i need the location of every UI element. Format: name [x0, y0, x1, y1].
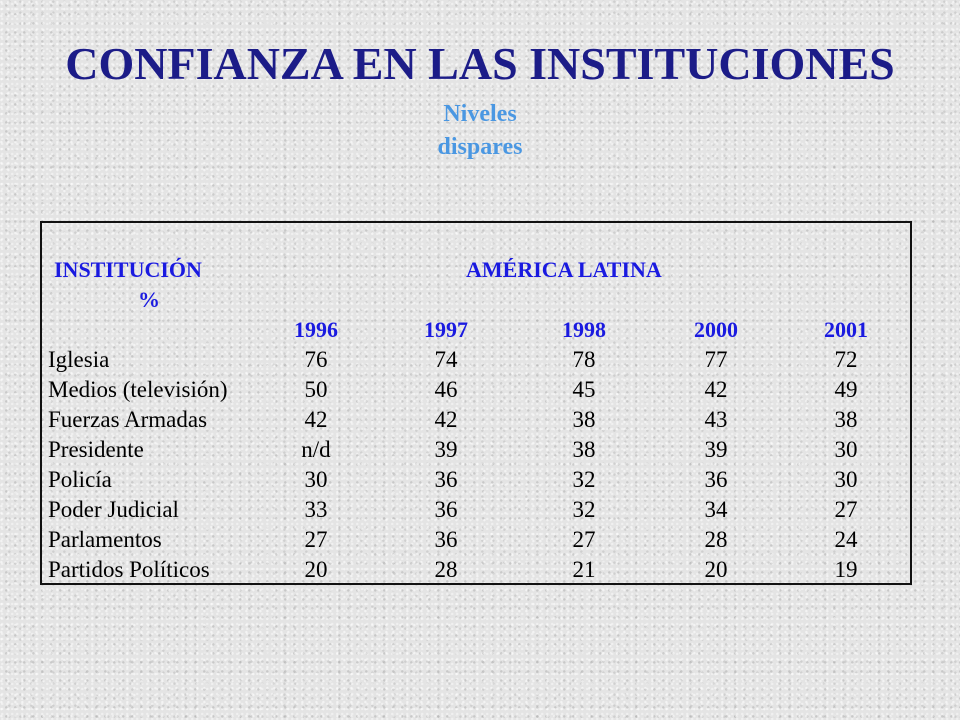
table-cell: 32 — [572, 467, 596, 492]
table-cell: 45 — [572, 377, 596, 402]
table-cell: 20 — [704, 557, 728, 582]
table-cell: 50 — [304, 377, 328, 402]
table-cell: 43 — [704, 407, 728, 432]
row-label-partidos-politicos: Partidos Políticos — [48, 557, 210, 582]
table-cell: 33 — [304, 497, 328, 522]
table-cell: 36 — [434, 497, 458, 522]
slide-title: CONFIANZA EN LAS INSTITUCIONES — [65, 38, 895, 89]
subtitle-line-2: dispares — [437, 134, 523, 160]
table-cell: 24 — [834, 527, 858, 552]
subtitle-line-1: Niveles — [443, 101, 517, 127]
table-cell: 42 — [304, 407, 328, 432]
year-header-1997: 1997 — [424, 317, 468, 342]
table-cell: 32 — [572, 497, 596, 522]
table-cell: 38 — [572, 407, 596, 432]
table-cell: 49 — [834, 377, 858, 402]
table-cell: 39 — [434, 437, 458, 462]
table-cell: 42 — [434, 407, 458, 432]
percent-header: % — [138, 287, 160, 312]
table-cell: 19 — [834, 557, 858, 582]
table-cell: 38 — [834, 407, 858, 432]
table-cell: 36 — [434, 527, 458, 552]
table-cell: 28 — [704, 527, 728, 552]
table-cell: 46 — [434, 377, 458, 402]
table-cell: 27 — [572, 527, 596, 552]
table-cell: 27 — [834, 497, 858, 522]
region-header: AMÉRICA LATINA — [466, 257, 662, 282]
table-cell: 72 — [834, 347, 858, 372]
year-header-2000: 2000 — [694, 317, 738, 342]
table-cell: 42 — [704, 377, 728, 402]
table-cell: 78 — [572, 347, 596, 372]
year-header-2001: 2001 — [824, 317, 868, 342]
row-label-iglesia: Iglesia — [48, 347, 110, 372]
row-label-medios: Medios (televisión) — [48, 377, 228, 402]
table-cell: 76 — [304, 347, 328, 372]
row-label-parlamentos: Parlamentos — [48, 527, 162, 552]
table-cell: 30 — [304, 467, 328, 492]
row-label-policia: Policía — [48, 467, 112, 492]
row-label-fuerzas-armadas: Fuerzas Armadas — [48, 407, 208, 432]
confidence-table — [40, 221, 912, 585]
table-cell: 21 — [572, 557, 596, 582]
table-cell: 77 — [704, 347, 728, 372]
table-cell: 36 — [434, 467, 458, 492]
table-cell: 34 — [704, 497, 728, 522]
table-cell: 38 — [572, 437, 596, 462]
table-cell: 36 — [704, 467, 728, 492]
table-cell: 74 — [434, 347, 458, 372]
institution-header: INSTITUCIÓN — [54, 257, 202, 282]
table-cell: 28 — [434, 557, 458, 582]
table-cell: 30 — [834, 467, 858, 492]
year-header-1996: 1996 — [294, 317, 338, 342]
row-label-presidente: Presidente — [48, 437, 144, 462]
table-cell: 20 — [304, 557, 328, 582]
year-header-1998: 1998 — [562, 317, 606, 342]
subtitle — [0, 98, 960, 164]
table-cell: 39 — [704, 437, 728, 462]
table-cell: 30 — [834, 437, 858, 462]
table-cell: n/d — [301, 437, 331, 462]
row-label-poder-judicial: Poder Judicial — [48, 497, 179, 522]
table-cell: 27 — [304, 527, 328, 552]
